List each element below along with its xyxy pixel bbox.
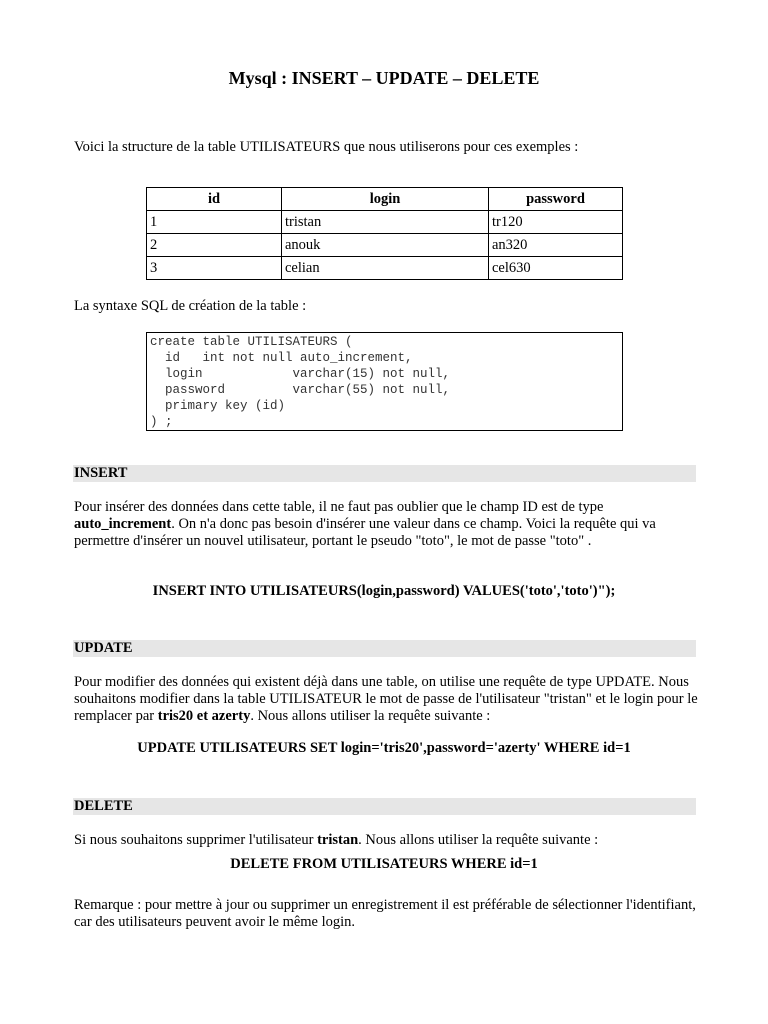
table-cell: 2	[147, 234, 282, 257]
insert-text-bold: auto_increment	[74, 516, 172, 532]
delete-heading: DELETE	[73, 798, 696, 815]
table-cell: 1	[147, 211, 282, 234]
table-header-password: password	[489, 188, 623, 211]
page-title: Mysql : INSERT – UPDATE – DELETE	[228, 68, 540, 88]
table-cell: tristan	[282, 211, 489, 234]
update-text-1: Pour modifier des données qui existent déjà dans une table, on utilise une requête de type UPDATE. Nous souhaitons modifier dans la table UTILISATEUR le mot de passe de l'utilisateur "tristan" et le login pour le remplacer par	[74, 674, 698, 724]
syntax-label: La syntaxe SQL de création de la table :	[74, 298, 307, 314]
table-cell: 3	[147, 257, 282, 280]
sql-code-block: create table UTILISATEURS ( id int not null auto_increment, login varchar(15) not null, password varchar(55) not null, primary key (id) ) ;	[146, 332, 623, 431]
update-heading: UPDATE	[73, 640, 696, 657]
table-cell: anouk	[282, 234, 489, 257]
users-table	[146, 187, 623, 280]
table-header-row	[147, 188, 623, 211]
remark-text: Remarque : pour mettre à jour ou supprimer un enregistrement il est préférable de sélectionner l'identifiant, car des utilisateurs peuvent avoir le même login.	[74, 897, 696, 930]
delete-text-2: . Nous allons utiliser la requête suivante :	[358, 832, 599, 848]
update-text-2: . Nous allons utiliser la requête suivante :	[250, 708, 491, 724]
insert-paragraph	[74, 499, 698, 550]
delete-query: DELETE FROM UTILISATEURS WHERE id=1	[230, 856, 538, 872]
delete-paragraph	[74, 832, 698, 849]
table-header-id: id	[147, 188, 282, 211]
insert-text-1: Pour insérer des données dans cette table, il ne faut pas oublier que le champ ID est de type	[74, 499, 604, 515]
intro-text: Voici la structure de la table UTILISATEURS que nous utiliserons pour ces exemples :	[74, 139, 579, 155]
insert-query: INSERT INTO UTILISATEURS(login,password) VALUES('toto','toto')");	[152, 583, 616, 599]
update-paragraph	[74, 674, 698, 725]
delete-text-bold: tristan	[317, 832, 359, 848]
update-query: UPDATE UTILISATEURS SET login='tris20',password='azerty' WHERE id=1	[137, 740, 631, 756]
table-row	[147, 257, 623, 280]
insert-heading: INSERT	[73, 465, 696, 482]
table-cell: an320	[489, 234, 623, 257]
table-cell: celian	[282, 257, 489, 280]
table-cell: cel630	[489, 257, 623, 280]
table-row	[147, 211, 623, 234]
table-cell: tr120	[489, 211, 623, 234]
update-text-bold: tris20 et azerty	[157, 708, 251, 724]
insert-text-2: . On n'a donc pas besoin d'insérer une valeur dans ce champ. Voici la requête qui va permettre d'insérer un nouvel utilisateur, portant le pseudo "toto", le mot de passe "toto" .	[74, 516, 656, 549]
delete-text-1: Si nous souhaitons supprimer l'utilisateur	[74, 832, 318, 848]
table-row	[147, 234, 623, 257]
table-header-login: login	[282, 188, 489, 211]
